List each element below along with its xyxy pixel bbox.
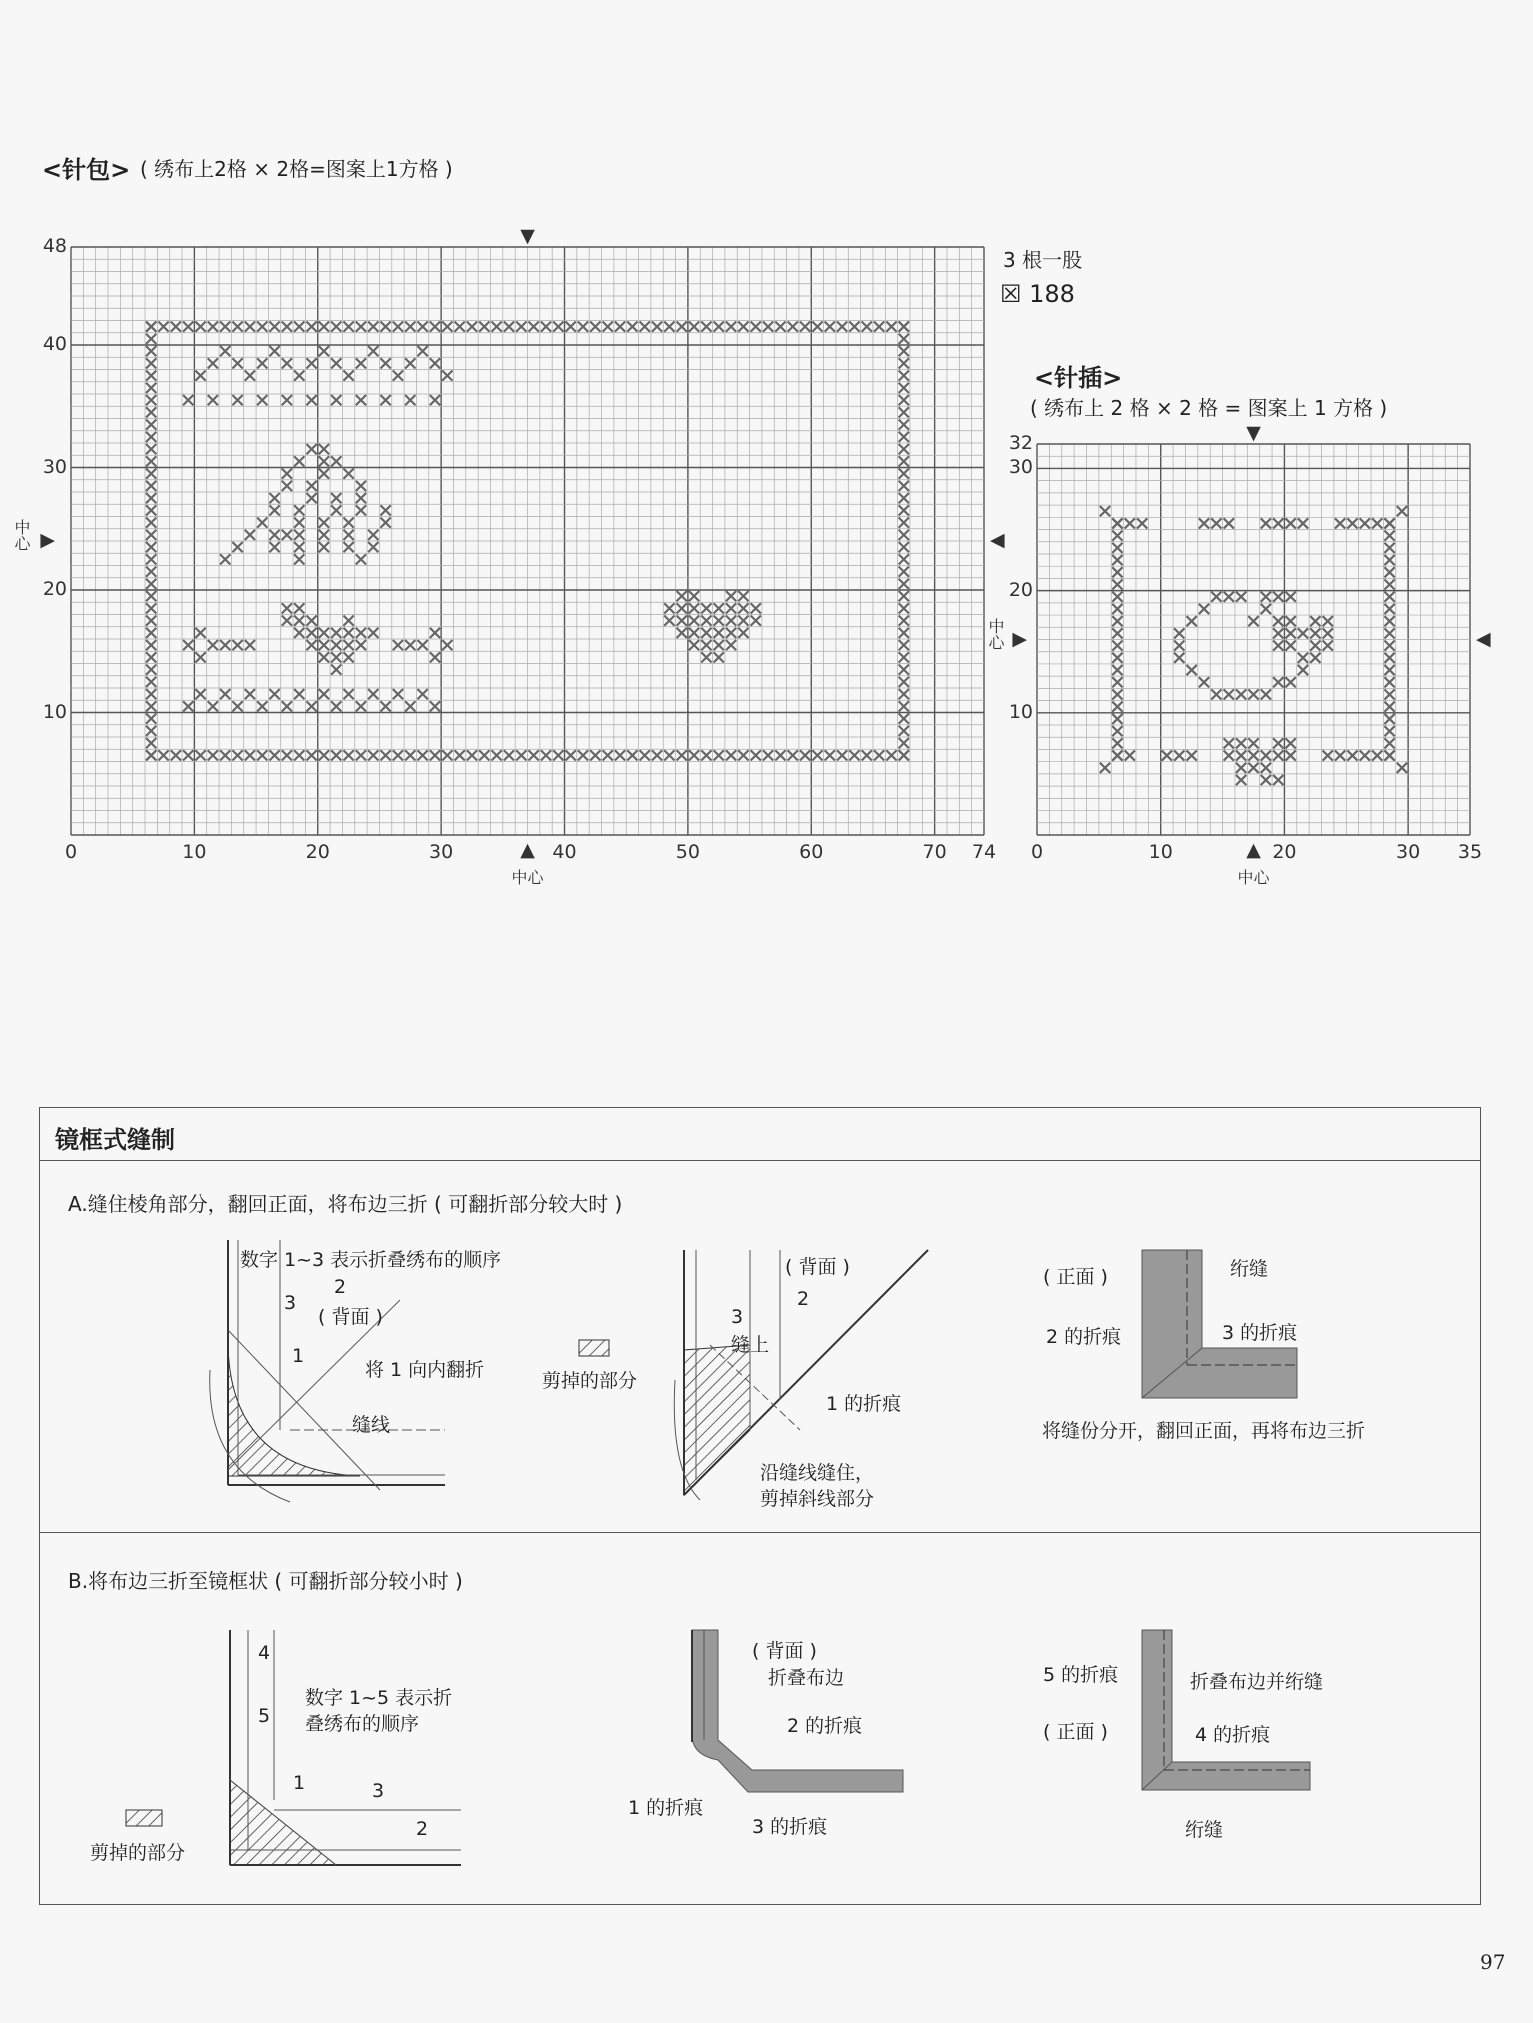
- a2-note2: 剪掉斜线部分: [760, 1488, 875, 1510]
- a2-crease1: 1 的折痕: [826, 1393, 902, 1415]
- chart2-y-tick: 30: [1008, 456, 1033, 479]
- chart1-y-tick: 40: [42, 333, 67, 355]
- sewing-header: 镜框式缝制: [55, 1126, 175, 1154]
- chart1-center-left-arrow: ▶: [40, 529, 55, 551]
- chart2-center-top-arrow: ▼: [1246, 422, 1261, 444]
- chart2-x-tick: 30: [1396, 841, 1421, 863]
- chart2-center-left-label: 中心: [986, 617, 1005, 650]
- chart1-center-left-label: 中心: [12, 519, 31, 551]
- chart2-grid: [1037, 444, 1470, 835]
- chart1-x-tick: 74: [971, 841, 997, 863]
- symbol-count: ☒ 188: [1000, 280, 1075, 308]
- chart1-x-tick: 20: [305, 841, 330, 863]
- chart1-x-tick: 30: [429, 841, 454, 863]
- a2-n2: 2: [797, 1288, 810, 1310]
- b3-stitch: 绗缝: [1185, 1819, 1224, 1841]
- chart2-x-tick: 20: [1272, 841, 1297, 863]
- chart1-x-tick: 10: [182, 841, 207, 863]
- a2-back: ( 背面 ): [785, 1256, 850, 1278]
- a3-crease3: 3 的折痕: [1222, 1322, 1298, 1344]
- chart1-grid: [71, 247, 984, 835]
- b1-n3: 3: [372, 1780, 385, 1802]
- diagram-b1: [226, 1630, 466, 1870]
- chart1-x-tick: 0: [64, 841, 78, 863]
- legend-a-swatch: [579, 1340, 609, 1356]
- b3-front: ( 正面 ): [1043, 1721, 1108, 1743]
- chart2-y-tick: 20: [1008, 578, 1033, 601]
- chart1-x-tick: 40: [552, 841, 577, 863]
- legend-b-swatch: [126, 1810, 162, 1826]
- b2-crease3: 3 的折痕: [752, 1816, 828, 1838]
- b1-n2: 2: [416, 1818, 429, 1840]
- chart1-y-tick: 48: [42, 235, 67, 257]
- a1-back: ( 背面 ): [318, 1306, 383, 1328]
- chart2-center-left-arrow: ▶: [1012, 627, 1027, 650]
- a1-note: 数字 1~3 表示折叠绣布的顺序: [240, 1249, 502, 1271]
- b1-n5: 5: [258, 1705, 271, 1727]
- b3-fold: 折叠布边并绗缝: [1190, 1671, 1324, 1693]
- chart2-x-tick: 10: [1148, 841, 1173, 863]
- a2-note1: 沿缝线缝住，: [760, 1462, 875, 1484]
- chart1-center-label: 中心: [511, 868, 544, 887]
- section-b-title: B.将布边三折至镜框状 ( 可翻折部分较小时 ): [68, 1569, 463, 1593]
- chart2-center-label: 中心: [1237, 868, 1270, 887]
- chart1-center-top-arrow: ▼: [520, 225, 535, 247]
- a3-crease2: 2 的折痕: [1046, 1326, 1122, 1348]
- chart1-subtitle: ( 绣布上2格 × 2格=图案上1方格 ): [140, 157, 453, 181]
- legend-a-label: 剪掉的部分: [542, 1370, 638, 1392]
- chart1-y-tick: 20: [42, 578, 67, 600]
- chart1-title: <针包>: [42, 156, 131, 184]
- chart2-y-tick: 32: [1008, 432, 1033, 454]
- section-a-title: A.缝住棱角部分，翻回正面，将布边三折 ( 可翻折部分较大时 ): [68, 1192, 623, 1216]
- thread-label: 3 根一股: [1003, 248, 1083, 272]
- chart2-subtitle: ( 绣布上 2 格 × 2 格 = 图案上 1 方格 ): [1030, 396, 1388, 420]
- b1-note1: 数字 1~5 表示折: [305, 1687, 453, 1709]
- b3-crease5: 5 的折痕: [1043, 1664, 1119, 1686]
- chart1-y-tick: 30: [42, 455, 67, 478]
- b1-n1: 1: [293, 1772, 306, 1794]
- chart1-center-right-arrow: ◀: [990, 529, 1005, 551]
- a2-sew: 缝上: [731, 1334, 770, 1356]
- legend-b-label: 剪掉的部分: [90, 1842, 186, 1864]
- b2-fold: 折叠布边: [768, 1667, 845, 1689]
- a1-n3: 3: [284, 1292, 297, 1314]
- b2-crease2: 2 的折痕: [787, 1715, 863, 1737]
- chart1-x-tick: 60: [799, 841, 824, 863]
- chart1-center-bottom-arrow: ▲: [520, 839, 535, 861]
- chart1-x-tick: 50: [675, 841, 700, 863]
- a3-stitch: 绗缝: [1230, 1258, 1269, 1280]
- b1-note2: 叠绣布的顺序: [305, 1713, 420, 1735]
- a3-front: ( 正面 ): [1043, 1266, 1108, 1288]
- a1-seam: 缝线: [352, 1414, 391, 1436]
- chart2-center-bottom-arrow: ▲: [1246, 839, 1261, 861]
- a2-n3: 3: [731, 1306, 744, 1328]
- b3-crease4: 4 的折痕: [1195, 1724, 1271, 1746]
- a3-note: 将缝份分开，翻回正面，再将布边三折: [1042, 1420, 1366, 1442]
- page-number: 97: [1480, 1950, 1506, 1974]
- a1-fold: 将 1 向内翻折: [365, 1359, 485, 1381]
- b2-back: ( 背面 ): [752, 1640, 817, 1662]
- chart1-x-tick: 70: [922, 841, 947, 863]
- chart2-y-tick: 10: [1008, 700, 1033, 723]
- b2-crease1: 1 的折痕: [628, 1797, 704, 1819]
- a1-n2: 2: [334, 1276, 347, 1298]
- chart2-x-tick: 35: [1457, 841, 1483, 863]
- b1-n4: 4: [258, 1642, 271, 1664]
- chart2-title: <针插>: [1034, 364, 1123, 392]
- chart1-y-tick: 10: [42, 700, 67, 723]
- diagram-b3: [1142, 1630, 1312, 1795]
- chart2-center-right-arrow: ◀: [1476, 627, 1491, 650]
- chart2-x-tick: 0: [1030, 841, 1044, 863]
- a1-n1: 1: [292, 1345, 305, 1367]
